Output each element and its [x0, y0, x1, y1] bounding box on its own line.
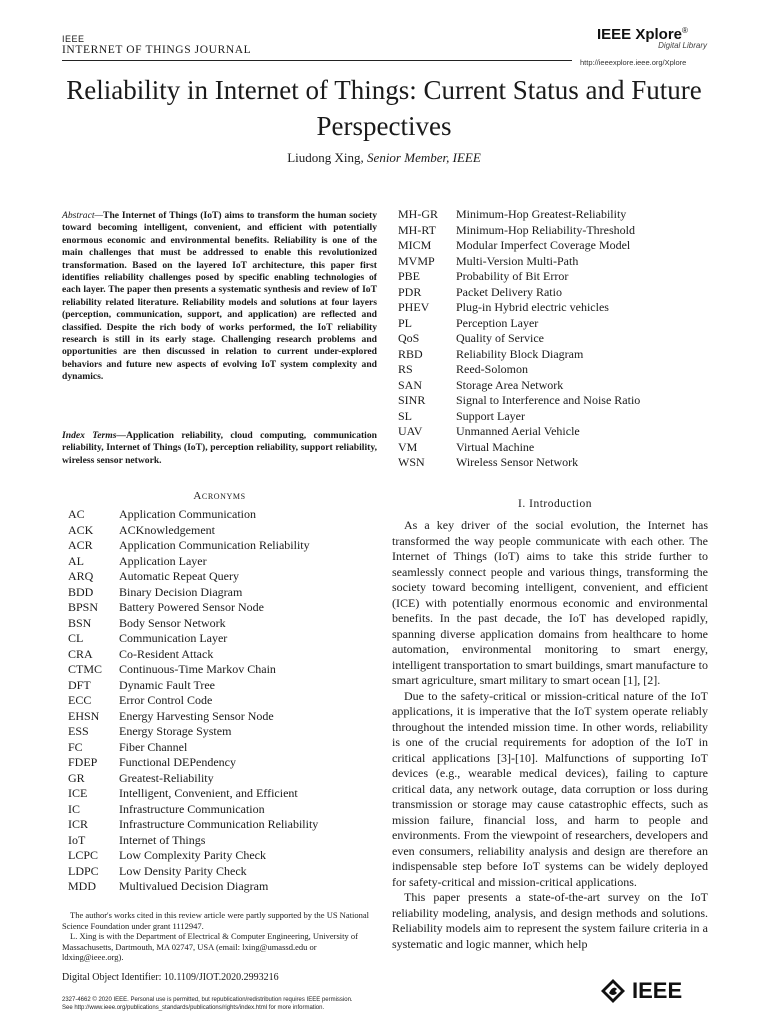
acronym-row [398, 207, 718, 223]
acronym-abbr: QoS [398, 331, 420, 345]
ieee-logo-text: IEEE [632, 978, 683, 1003]
acronym-full: Greatest-Reliability [119, 770, 214, 785]
acronym-row [68, 507, 388, 523]
acronym-full: Energy Storage System [119, 724, 232, 738]
acronym-row [68, 771, 388, 787]
xplore-brand: IEEE Xplore [597, 26, 683, 43]
acronym-full: Signal to Interference and Noise Ratio [456, 393, 641, 407]
acronym-row [398, 316, 718, 332]
author-name: Liudong Xing, [287, 150, 364, 165]
acronym-full: Low Density Parity Check [119, 863, 247, 878]
doi-line: Digital Object Identifier: 10.1109/JIOT.2020.2993216 [62, 972, 279, 983]
acronym-row [68, 833, 388, 849]
acronym-row [68, 569, 388, 585]
acronym-full: Infrastructure Communication Reliability [119, 817, 319, 831]
acronym-row [68, 631, 388, 647]
ieee-xplore-logo [597, 26, 707, 50]
acronym-abbr: ACK [68, 522, 94, 537]
acronym-row [398, 347, 718, 363]
acronym-row [68, 523, 388, 539]
header-org: IEEE [62, 34, 85, 44]
xplore-sub: Digital Library [658, 41, 707, 50]
acronym-abbr: CL [68, 631, 84, 645]
header-rule [62, 60, 572, 61]
acronym-abbr: ACR [68, 538, 93, 552]
acronym-abbr: LDPC [68, 863, 99, 878]
acronym-row [398, 424, 718, 440]
acronym-full: Fiber Channel [119, 739, 188, 754]
acronym-row [68, 693, 388, 709]
acronym-full: Communication Layer [119, 631, 228, 645]
acronym-abbr: AL [68, 553, 84, 568]
acronym-row [68, 538, 388, 554]
acronym-abbr: CRA [68, 646, 93, 661]
acronym-full: Packet Delivery Ratio [456, 284, 562, 299]
acronym-full: Energy Harvesting Sensor Node [119, 708, 274, 723]
ieee-logo [600, 978, 682, 1004]
intro-paragraph-1: As a key driver of the social evolution, the Internet has transformed the way people communicate with each other. The Internet of Things (IoT) aims to take this stride further to seamlessly connect people and various things, transforming the society toward becoming intelligent, convenient, and efficient (ICE) with potentially enormous economic and environmental benefits. In the past decade, the IoT has developed rapidly, spanning diverse application domains from healthcare to home automation, environmental monitoring to smart energy, intelligent transportation to smart buildings, smart manufacture to smart agriculture, smart military to smart ocean [1], [2]. [392, 518, 708, 687]
acronym-full: Co-Resident Attack [119, 646, 214, 661]
acronym-abbr: ARQ [68, 569, 94, 583]
acronym-full: Quality of Service [456, 331, 544, 345]
acronym-row [68, 755, 388, 771]
footnote [62, 910, 380, 963]
acronym-full: Application Communication Reliability [119, 538, 310, 552]
acronym-full: Probability of Bit Error [456, 269, 569, 283]
acronym-abbr: PHEV [398, 300, 430, 314]
acronym-abbr: SINR [398, 393, 426, 407]
acronym-row [68, 848, 388, 864]
author-line [40, 150, 728, 166]
copyright-notice [62, 996, 353, 1012]
acronym-abbr: MVMP [398, 253, 435, 268]
acronym-abbr: ESS [68, 724, 89, 738]
acronym-full: Dynamic Fault Tree [119, 677, 215, 692]
copyright-line-1: 2327-4662 © 2020 IEEE. Personal use is permitted, but republication/redistribution requires IEEE permission. [62, 997, 353, 1003]
acronym-row [398, 269, 718, 285]
acronym-abbr: MDD [68, 879, 97, 893]
acronym-full: Infrastructure Communication [119, 801, 265, 816]
paper-title: Reliability in Internet of Things: Current Status and Future Perspectives [66, 75, 702, 141]
acronym-abbr: MH-GR [398, 207, 439, 221]
acronym-full: Application Layer [119, 553, 207, 568]
author-title: Senior Member, IEEE [367, 150, 481, 165]
intro-paragraph-3: This paper presents a state-of-the-art survey on the IoT reliability modeling, analysis, and design methods and solutions. Reliability models aim to represent the system failure criteria in a systematic and logic manner, which help [392, 890, 708, 951]
xplore-reg: ® [682, 26, 688, 35]
acronym-row [68, 662, 388, 678]
acronym-abbr: WSN [398, 455, 425, 469]
acronym-full: Application Communication [119, 507, 256, 521]
acronym-full: Multivalued Decision Diagram [119, 879, 269, 893]
acronym-full: Battery Powered Sensor Node [119, 600, 264, 614]
acronym-abbr: UAV [398, 424, 423, 438]
footnote-affiliation: L. Xing is with the Department of Electrical & Computer Engineering, University of Massachusetts, Dartmouth, MA 02747, USA (email: lxing@umassd.edu or ldxing@ieee.org). [62, 931, 358, 962]
acronym-row [398, 393, 718, 409]
ieee-diamond-icon [600, 978, 626, 1004]
acronym-full: Continuous-Time Markov Chain [119, 662, 276, 676]
acronym-abbr: BPSN [68, 600, 99, 614]
acronym-row [398, 254, 718, 270]
acronym-abbr: SAN [398, 377, 423, 392]
acronym-row [68, 709, 388, 725]
acronym-abbr: SL [398, 408, 413, 423]
acronyms-list-right [398, 207, 718, 471]
acronym-full: Minimum-Hop Greatest-Reliability [456, 207, 627, 221]
acronym-abbr: AC [68, 507, 85, 521]
acronym-full: Wireless Sensor Network [456, 455, 579, 469]
acronym-abbr: PBE [398, 269, 421, 283]
acronym-full: Support Layer [456, 408, 525, 423]
abstract-text: The Internet of Things (IoT) aims to transform the human society toward becoming intelligent, convenient, and efficient with potentially enormous economic and environmental benefits. Reliability is one of the main challenges that must be addressed to enable this revolutionized transformation. Based on the layered IoT architecture, this paper first identifies reliability challenges posed by specific enabling technologies of each layer. The paper then presents a systematic synthesis and review of IoT reliability related literature. Reliability models and solutions at four layers (perception, communication, support, and application) are reflected and classified. Despite the rich body of works performed, the IoT reliability research is still in its early stage. Challenging research problems and opportunities are then discussed in relation to current under-explored behaviors and future new aspects of evolving IoT system complexity and dynamics. [62, 210, 377, 383]
acronym-row [68, 678, 388, 694]
acronym-abbr: CTMC [68, 662, 103, 676]
acronym-abbr: ECC [68, 693, 92, 707]
acronym-full: Reed-Solomon [456, 362, 528, 376]
footnote-support: The author's works cited in this review article were partly supported by the US National Science Foundation under grant 1112947. [62, 910, 369, 931]
acronym-abbr: ICR [68, 817, 89, 831]
acronym-full: Functional DEPendency [119, 755, 236, 769]
introduction-body [392, 518, 708, 952]
acronym-row [398, 455, 718, 471]
acronym-row [68, 864, 388, 880]
copyright-line-2: See http://www.ieee.org/publications_standards/publications/rights/index.html for more information. [62, 1005, 325, 1011]
acronyms-list-left [68, 507, 388, 895]
acronym-abbr: IC [68, 801, 80, 816]
acronym-abbr: RS [398, 362, 413, 376]
acronym-full: Internet of Things [119, 832, 206, 847]
acronym-abbr: PDR [398, 284, 422, 299]
acronym-row [68, 879, 388, 895]
acronym-row [398, 223, 718, 239]
acronyms-heading: Acronyms [193, 490, 246, 502]
acronym-row [68, 802, 388, 818]
acronym-row [68, 724, 388, 740]
acronym-abbr: MH-RT [398, 222, 436, 237]
acronym-abbr: PL [398, 315, 413, 330]
acronym-full: Virtual Machine [456, 439, 535, 454]
abstract [62, 210, 377, 384]
acronym-abbr: EHSN [68, 708, 100, 723]
acronym-row [398, 285, 718, 301]
acronym-full: Binary Decision Diagram [119, 584, 243, 599]
acronym-abbr: FC [68, 739, 83, 754]
acronym-row [398, 378, 718, 394]
acronym-abbr: BDD [68, 584, 94, 599]
acronym-row [398, 440, 718, 456]
acronym-row [68, 740, 388, 756]
acronym-full: Body Sensor Network [119, 615, 226, 630]
acronym-row [68, 817, 388, 833]
acronym-full: Modular Imperfect Coverage Model [456, 238, 631, 252]
acronym-full: Low Complexity Parity Check [119, 848, 266, 862]
xplore-url-link[interactable]: http://ieeexplore.ieee.org/Xplore [580, 58, 687, 67]
acronym-abbr: MICM [398, 238, 432, 252]
index-terms [62, 430, 377, 467]
acronym-full: Minimum-Hop Reliability-Threshold [456, 222, 635, 237]
acronym-abbr: DFT [68, 677, 91, 692]
intro-paragraph-2: Due to the safety-critical or mission-critical nature of the IoT applications, it is imperative that the IoT system operate reliably throughout the intended mission time. In other words, reliability is one of the crucial requirements for adoption of the IoT in critical applications [3]-[10]. Malfunctions of supporting IoT devices (e.g., wearable medical devices), failing to capture critical data, any network outage, data corruption or loss during transmission or storage may cause catastrophic effects, such as mission failure, financial loss, and harm to people and environments. From the viewpoint of researchers, developers and even consumers, reliability analysis and design are therefore an indispensable step before IoT systems can be widely deployed for safety-critical and mission-critical applications. [392, 688, 708, 889]
acronym-row [398, 409, 718, 425]
acronym-full: Plug-in Hybrid electric vehicles [456, 300, 609, 314]
acronym-abbr: ICE [68, 786, 88, 800]
acronym-abbr: FDEP [68, 755, 98, 769]
acronym-full: Storage Area Network [456, 377, 564, 392]
acronym-row [398, 331, 718, 347]
acronym-abbr: IoT [68, 832, 86, 847]
acronym-row [68, 616, 388, 632]
acronym-full: Reliability Block Diagram [456, 346, 584, 361]
acronym-full: Error Control Code [119, 693, 213, 707]
index-terms-text: Application reliability, cloud computing, communication reliability, Internet of Things (IoT), perception reliability, support reliability, wireless sensor network. [62, 430, 377, 466]
section-heading-introduction: I. Introduction [518, 498, 592, 510]
acronym-abbr: GR [68, 770, 85, 785]
acronym-row [68, 585, 388, 601]
acronym-abbr: VM [398, 439, 418, 454]
acronym-row [68, 600, 388, 616]
acronym-row [68, 647, 388, 663]
abstract-lead: Abstract— [62, 210, 104, 221]
acronym-row [68, 554, 388, 570]
acronym-abbr: LCPC [68, 848, 99, 862]
acronym-full: Perception Layer [456, 315, 539, 330]
acronym-full: Intelligent, Convenient, and Efficient [119, 786, 298, 800]
acronym-row [398, 238, 718, 254]
acronym-abbr: RBD [398, 346, 423, 361]
acronym-full: Multi-Version Multi-Path [456, 253, 579, 268]
acronym-row [398, 362, 718, 378]
acronym-full: Automatic Repeat Query [119, 569, 239, 583]
journal-name: INTERNET OF THINGS JOURNAL [62, 44, 252, 56]
acronym-row [68, 786, 388, 802]
acronym-full: Unmanned Aerial Vehicle [456, 424, 580, 438]
acronym-abbr: BSN [68, 615, 92, 630]
index-terms-lead: Index Terms— [62, 430, 127, 441]
acronym-full: ACKnowledgement [119, 522, 215, 537]
acronym-row [398, 300, 718, 316]
